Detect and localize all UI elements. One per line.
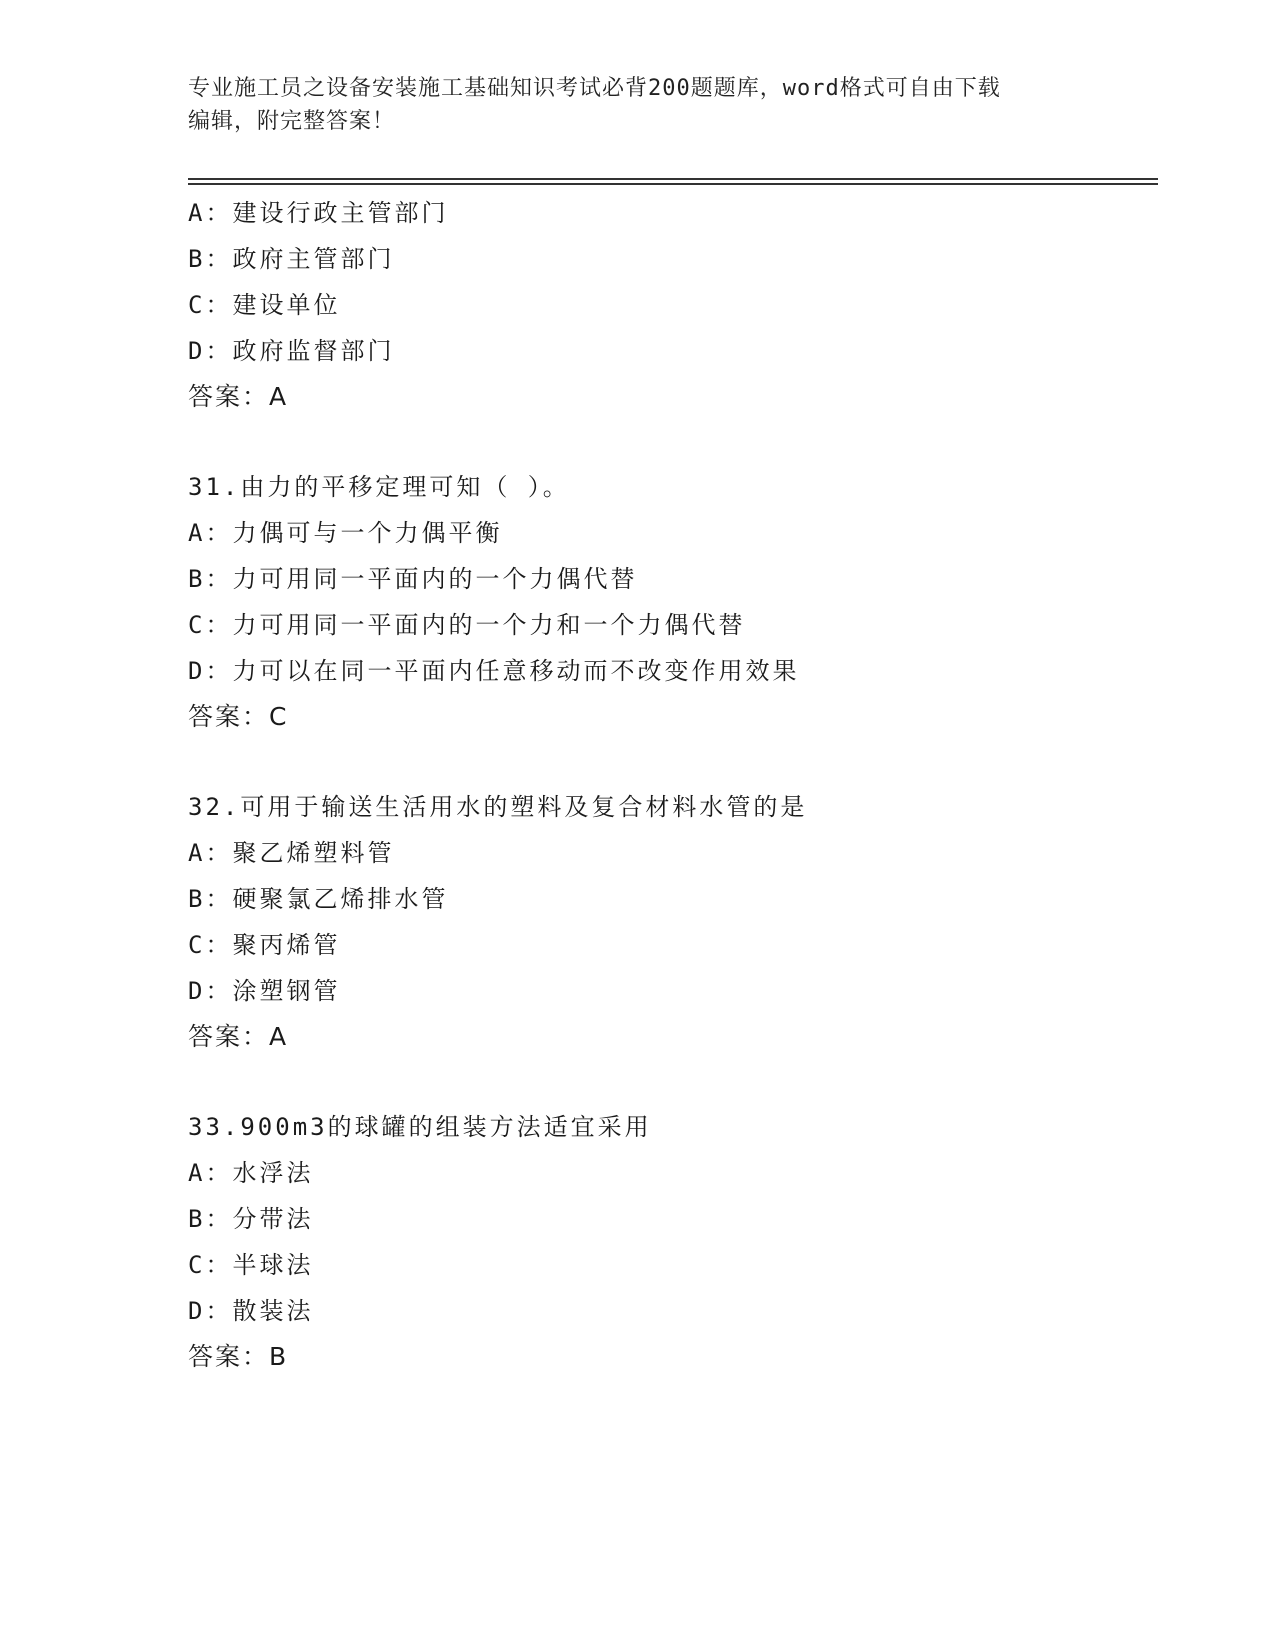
question-block-30 — [188, 190, 1158, 420]
option-b: B：分带法 — [188, 1205, 314, 1233]
header-divider-bottom — [188, 183, 1158, 185]
question-text: 32.可用于输送生活用水的塑料及复合材料水管的是 — [188, 793, 808, 821]
option-d: D：散装法 — [188, 1297, 314, 1325]
answer-line: 答案：B — [188, 1342, 289, 1371]
question-text: 33.900m3的球罐的组装方法适宜采用 — [188, 1113, 652, 1141]
option-a: A：建设行政主管部门 — [188, 199, 449, 227]
option-c: C：建设单位 — [188, 291, 341, 319]
option-b: B：硬聚氯乙烯排水管 — [188, 885, 449, 913]
answer-line: 答案：C — [188, 702, 289, 731]
option-d: D：政府监督部门 — [188, 337, 395, 365]
option-b: B：力可用同一平面内的一个力偶代替 — [188, 565, 638, 593]
option-c: C：聚丙烯管 — [188, 931, 341, 959]
answer-line: 答案：A — [188, 1022, 289, 1051]
question-block-32 — [188, 784, 1158, 1060]
document-header — [188, 72, 1088, 138]
answer-line: 答案：A — [188, 382, 289, 411]
header-line-2: 编辑，附完整答案！ — [188, 109, 396, 134]
option-d: D：涂塑钢管 — [188, 977, 341, 1005]
question-list — [188, 190, 1158, 1380]
option-d: D：力可以在同一平面内任意移动而不改变作用效果 — [188, 657, 800, 685]
option-a: A：聚乙烯塑料管 — [188, 839, 395, 867]
question-text: 31.由力的平移定理可知（ ）。 — [188, 473, 570, 501]
option-c: C：力可用同一平面内的一个力和一个力偶代替 — [188, 611, 746, 639]
option-b: B：政府主管部门 — [188, 245, 395, 273]
option-a: A：水浮法 — [188, 1159, 314, 1187]
header-line-1: 专业施工员之设备安装施工基础知识考试必背200题题库，word格式可自由下载 — [188, 76, 1001, 101]
header-divider-top — [188, 178, 1158, 180]
option-c: C：半球法 — [188, 1251, 314, 1279]
question-block-33 — [188, 1104, 1158, 1380]
question-block-31 — [188, 464, 1158, 740]
option-a: A：力偶可与一个力偶平衡 — [188, 519, 503, 547]
